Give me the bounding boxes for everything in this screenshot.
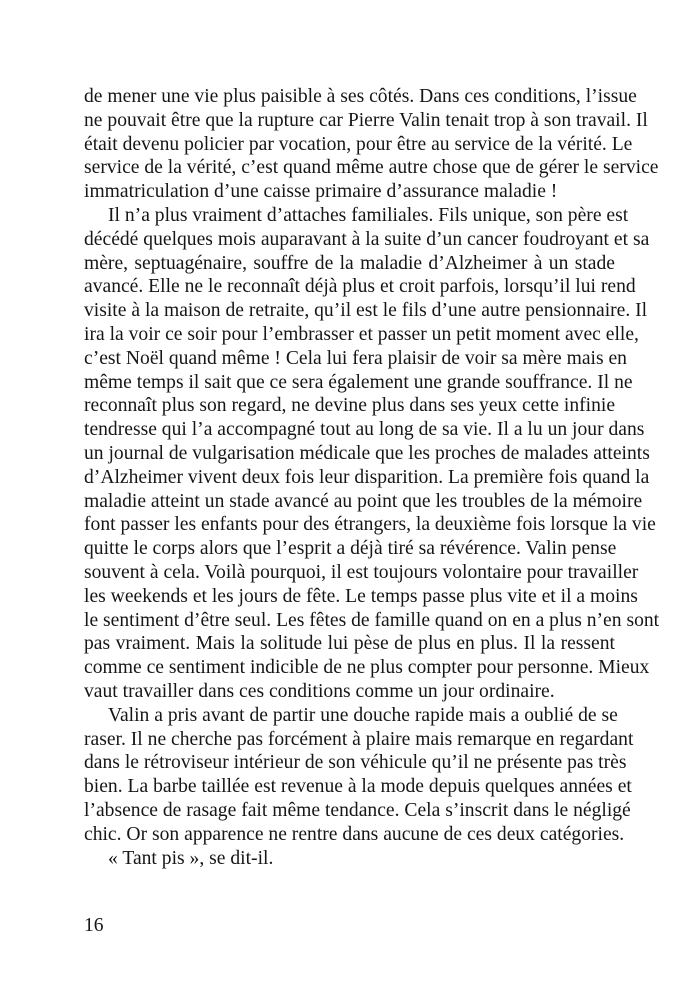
text-line: était devenu policier par vocation, pour être au service de la vérité. Le (84, 133, 633, 155)
text-line: ne pouvait être que la rupture car Pierre Valin tenait trop à son travail. Il (84, 109, 648, 131)
text-line: visite à la maison de retraite, qu’il est le fils d’une autre pensionnaire. Il (84, 300, 648, 322)
text-line: quitte le corps alors que l’esprit a déjà tiré sa révérence. Valin pense (84, 538, 617, 560)
text-line: le sentiment d’être seul. Les fêtes de famille quand on en a plus n’en sont (84, 609, 660, 631)
text-line: bien. La barbe taillée est revenue à la mode depuis quelques années et (84, 776, 632, 798)
text-line: reconnaît plus son regard, ne devine plus dans ses yeux cette infinie (84, 395, 616, 417)
text-line: mère, septuagénaire, souffre de la maladie d’Alzheimer à un stade (84, 252, 615, 274)
text-line: comme ce sentiment indicible de ne plus compter pour personne. Mieux (84, 657, 650, 679)
text-line: immatriculation d’une caisse primaire d’assurance maladie ! (84, 181, 558, 203)
text-line: pas vraiment. Mais la solitude lui pèse de plus en plus. Il la ressent (84, 633, 615, 655)
text-line: un journal de vulgarisation médicale que les proches de malades atteints (84, 442, 650, 464)
text-line: Valin a pris avant de partir une douche rapide mais a oublié de se (108, 704, 618, 726)
page-body (84, 85, 660, 870)
text-line: chic. Or son apparence ne rentre dans aucune de ces deux catégories. (84, 823, 625, 845)
text-line: tendresse qui l’a accompagné tout au long de sa vie. Il a lu un jour dans (84, 419, 645, 441)
page-number: 16 (84, 915, 104, 936)
text-line: l’absence de rasage fait même tendance. Cela s’inscrit dans le négligé (84, 799, 631, 821)
text-line: ira la voir ce soir pour l’embrasser et passer un petit moment avec elle, (84, 323, 639, 345)
text-line: décédé quelques mois auparavant à la suite d’un cancer foudroyant et sa (84, 228, 650, 250)
text-line: souvent à cela. Voilà pourquoi, il est toujours volontaire pour travailler (84, 561, 639, 583)
text-line: maladie atteint un stade avancé au point que les troubles de la mémoire (84, 490, 643, 512)
text-line: c’est Noël quand même ! Cela lui fera plaisir de voir sa mère mais en (84, 347, 627, 369)
text-line: « Tant pis », se dit-il. (108, 847, 274, 869)
text-line: de mener une vie plus paisible à ses côtés. Dans ces conditions, l’issue (84, 86, 637, 107)
text-line: Il n’a plus vraiment d’attaches familiales. Fils unique, son père est (108, 204, 629, 226)
text-line: les weekends et les jours de fête. Le temps passe plus vite et il a moins (84, 585, 638, 607)
text-line: avancé. Elle ne le reconnaît déjà plus et croit parfois, lorsqu’il lui rend (84, 276, 636, 298)
text-line: d’Alzheimer vivent deux fois leur disparition. La première fois quand la (84, 466, 650, 488)
text-line: dans le rétroviseur intérieur de son véhicule qu’il ne présente pas très (84, 752, 627, 774)
text-line: raser. Il ne cherche pas forcément à plaire mais remarque en regardant (84, 728, 634, 750)
text-line: vaut travailler dans ces conditions comme un jour ordinaire. (84, 680, 555, 702)
text-line: font passer les enfants pour des étrangers, la deuxième fois lorsque la vie (84, 514, 656, 536)
text-line: service de la vérité, c’est quand même autre chose que de gérer le service (84, 157, 659, 179)
text-line: même temps il sait que ce sera également une grande souffrance. Il ne (84, 371, 633, 393)
